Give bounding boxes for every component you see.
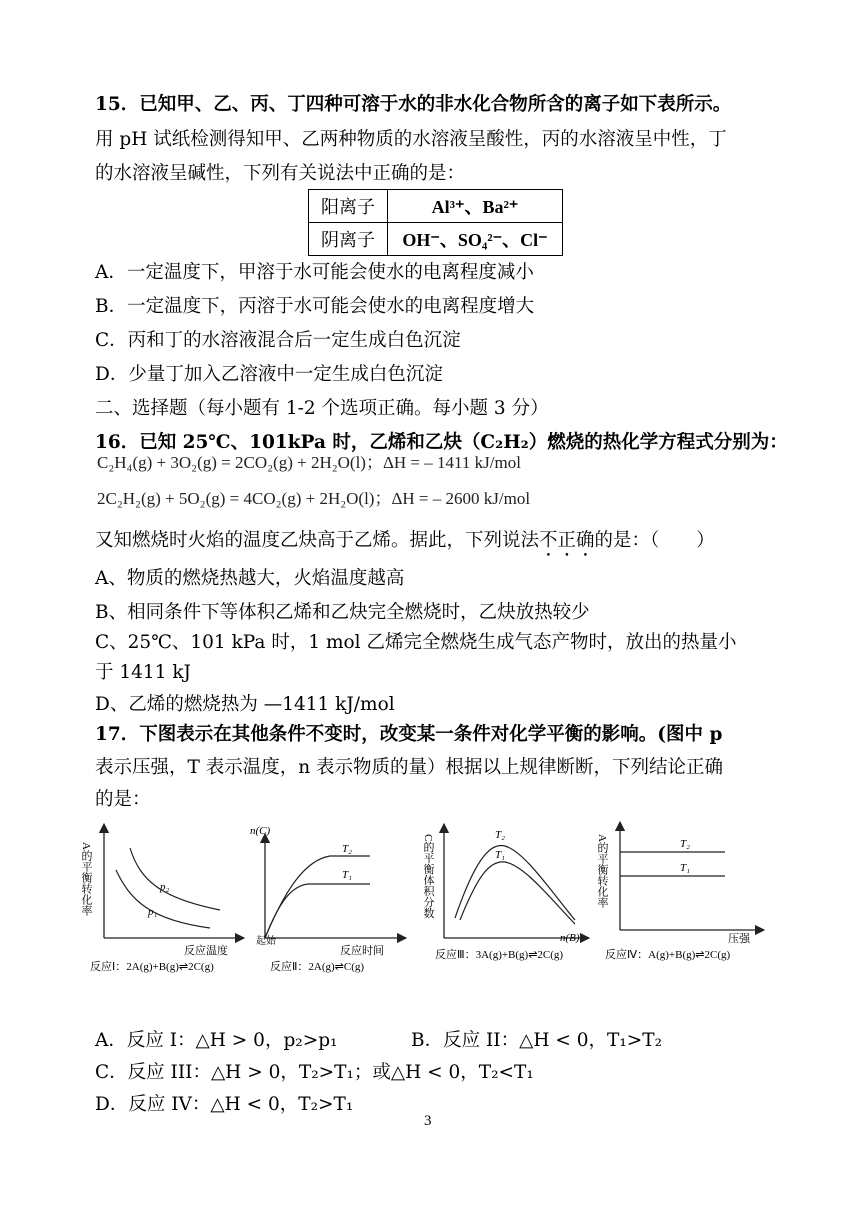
q17-options-ab — [95, 1024, 775, 1057]
graph-3-curve-t2 — [455, 845, 575, 920]
graph-2-t2-label: T₂ — [342, 843, 352, 855]
graph-1-xlabel: 反应温度 — [184, 945, 228, 957]
graph-1-ylabel: A的平衡转化率 — [80, 842, 92, 916]
q16-option-c-line1: C、25℃、101 kPa 时，1 mol 乙烯完全燃烧生成气态产物时，放出的热量小 — [95, 632, 737, 653]
graph-4-xlabel: 压强 — [728, 933, 750, 945]
q16-option-c-line2: 于 1411 kJ — [95, 662, 191, 683]
q17-graphs — [80, 820, 770, 980]
graph-4-caption: 反应Ⅳ：A(g)+B(g)⇌2C(g) — [605, 949, 731, 961]
cation-values: Al³⁺、Ba²⁺ — [388, 190, 563, 223]
graph-3 — [422, 828, 585, 961]
graph-4 — [596, 826, 760, 961]
graph-3-ylabel: C的平衡体积分数 — [422, 834, 434, 919]
graph-1 — [80, 828, 240, 973]
graph-2 — [250, 825, 402, 973]
q15-line3: 的水溶液呈碱性，下列有关说法中正确的是： — [95, 163, 466, 184]
graph-1-curve-p2 — [130, 848, 220, 910]
q16-equation-2: 2C₂H₂(g) + 5O₂(g) = 4CO₂(g) + 2H₂O(l)；ΔH = – 2600 kJ/mol — [97, 489, 531, 508]
graph-4-ylabel: A的平衡转化率 — [596, 834, 608, 908]
graph-2-t1-label: T₁ — [342, 869, 352, 881]
q16-stem-a: 又知燃烧时火焰的温度乙炔高于乙烯。据此，下列说法 — [95, 530, 540, 551]
graph-4-t1-label: T₁ — [680, 862, 690, 874]
graph-2-curve-t2 — [265, 856, 370, 938]
graph-1-p1-label: p₁ — [148, 906, 158, 918]
q16-stem-b: 的是：（ ） — [594, 530, 715, 551]
graph-2-curve-t1 — [265, 884, 370, 938]
graph-1-caption: 反应Ⅰ：2A(g)+B(g)⇌2C(g) — [90, 961, 214, 973]
q15-line1: 15．已知甲、乙、丙、丁四种可溶于水的非水化合物所含的离子如下表所示。 — [95, 94, 732, 115]
q17-option-a: A．反应 I：△H > 0，p₂>p₁ — [95, 1030, 338, 1051]
q16-equation-1: C₂H₄(g) + 3O₂(g) = 2CO₂(g) + 2H₂O(l)；ΔH = – 1411 kJ/mol — [97, 453, 521, 472]
graph-3-curve-t1 — [460, 862, 575, 924]
anion-values: OH⁻、SO₄²⁻、Cl⁻ — [388, 223, 563, 256]
graph-3-t2-label: T₂ — [495, 829, 505, 841]
q15-option-a: A．一定温度下，甲溶于水可能会使水的电离程度减小 — [95, 262, 534, 283]
graph-3-caption: 反应Ⅲ：3A(g)+B(g)⇌2C(g) — [435, 949, 564, 961]
graph-3-xlabel: n(B) — [560, 932, 580, 944]
q17-option-d: D．反应 IV：△H < 0，T₂>T₁ — [95, 1094, 354, 1115]
q16-option-d: D、乙烯的燃烧热为 —1411 kJ/mol — [95, 694, 395, 715]
q16-option-a: A、物质的燃烧热越大，火焰温度越高 — [95, 568, 405, 589]
graph-2-ylabel: n(C) — [250, 825, 271, 837]
graph-1-p2-label: p₂ — [160, 881, 170, 893]
q16-stem-emphasis: 不正确 — [539, 530, 595, 551]
graph-2-origin: 起始 — [256, 936, 276, 947]
section-2-heading: 二、选择题（每小题有 1-2 个选项正确。每小题 3 分） — [95, 398, 549, 419]
q17-line3: 的是： — [95, 789, 151, 810]
q16-option-b: B、相同条件下等体积乙烯和乙炔完全燃烧时，乙炔放热较少 — [95, 602, 590, 623]
q17-line2: 表示压强，T 表示温度，n 表示物质的量）根据以上规律断断，下列结论正确 — [95, 757, 724, 778]
q15-option-d: D．少量丁加入乙溶液中一定生成白色沉淀 — [95, 364, 443, 385]
graph-2-xlabel: 反应时间 — [340, 945, 384, 957]
graph-4-t2-label: T₂ — [680, 838, 690, 850]
cation-label: 阳离子 — [309, 190, 388, 223]
graph-3-t1-label: T₁ — [495, 849, 505, 861]
graph-1-curve-p1 — [116, 870, 210, 928]
q17-line1: 17．下图表示在其他条件不变时，改变某一条件对化学平衡的影响。(图中 p — [95, 724, 723, 745]
anion-label: 阴离子 — [309, 223, 388, 256]
q16-line1: 16．已知 25℃、101kPa 时，乙烯和乙炔（C₂H₂）燃烧的热化学方程式分别为： — [95, 432, 788, 453]
q15-option-c: C．丙和丁的水溶液混合后一定生成白色沉淀 — [95, 330, 461, 351]
q16-stem — [95, 524, 775, 561]
q15-option-b: B．一定温度下，丙溶于水可能会使水的电离程度增大 — [95, 296, 535, 317]
q17-option-b: B．反应 II：△H < 0，T₁>T₂ — [411, 1030, 662, 1051]
graph-2-caption: 反应Ⅱ：2A(g)⇌C(g) — [270, 961, 365, 973]
ion-table — [308, 189, 563, 256]
page-number: 3 — [424, 1113, 432, 1129]
q17-option-c: C．反应 III：△H > 0，T₂>T₁；或△H < 0，T₂<T₁ — [95, 1062, 534, 1083]
q15-line2: 用 pH 试纸检测得知甲、乙两种物质的水溶液呈酸性，丙的水溶液呈中性，丁 — [95, 129, 727, 150]
